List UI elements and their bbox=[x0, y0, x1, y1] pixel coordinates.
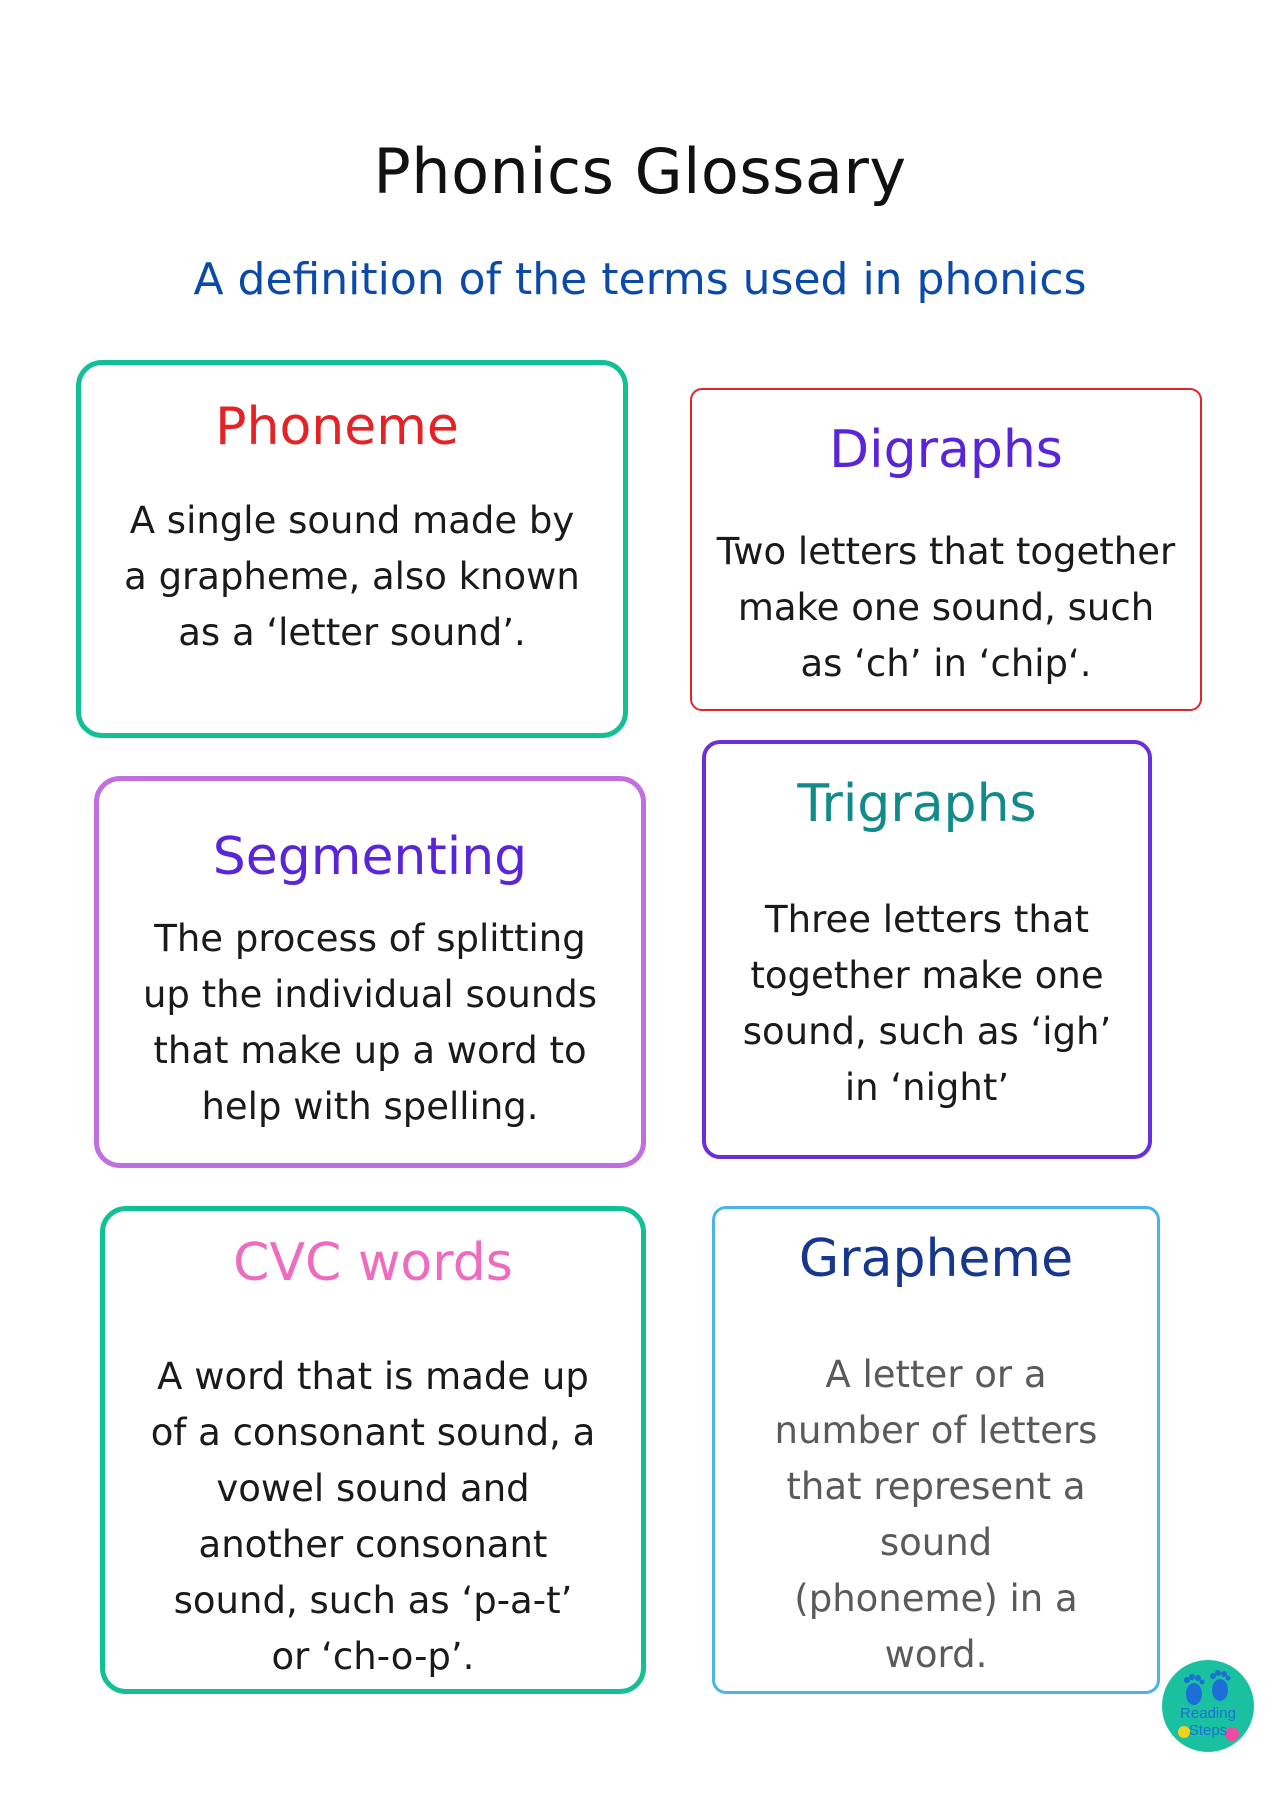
page-subtitle: A definition of the terms used in phonics bbox=[193, 254, 1087, 305]
card-definition: A letter or a number of letters that represent a sound (phoneme) in a word. bbox=[774, 1353, 1098, 1676]
card-term: Segmenting bbox=[212, 827, 528, 887]
card-definition: Two letters that together make one sound, such as ‘ch’ in ‘chip‘. bbox=[716, 530, 1176, 685]
glossary-card-cvc-words bbox=[100, 1206, 646, 1694]
card-definition: Three letters that together make one sound, such as ‘igh’ in ‘night’ bbox=[742, 898, 1112, 1109]
card-definition: A single sound made by a grapheme, also known as a ‘letter sound’. bbox=[124, 499, 580, 654]
card-term: Trigraphs bbox=[797, 774, 1037, 834]
card-term: Grapheme bbox=[798, 1229, 1074, 1289]
page-title: Phonics Glossary bbox=[373, 135, 907, 208]
logo-text-line1: Reading bbox=[1180, 1705, 1236, 1722]
glossary-card-grapheme bbox=[712, 1206, 1160, 1694]
card-definition: The process of splitting up the individual sounds that make up a word to help with spelling. bbox=[142, 917, 598, 1128]
logo-text-line2: Steps bbox=[1188, 1722, 1228, 1739]
card-term: Digraphs bbox=[829, 420, 1063, 480]
glossary-card-segmenting bbox=[94, 776, 646, 1168]
reading-steps-logo bbox=[1162, 1660, 1254, 1752]
glossary-card-phoneme bbox=[76, 360, 628, 738]
card-term: CVC words bbox=[233, 1233, 513, 1293]
glossary-card-digraphs bbox=[690, 388, 1202, 711]
card-definition: A word that is made up of a consonant sound, a vowel sound and another consonant sound, such as ‘p-a-t’ or ‘ch-o-p’. bbox=[150, 1355, 596, 1678]
card-term: Phoneme bbox=[215, 397, 459, 457]
glossary-card-trigraphs bbox=[702, 740, 1152, 1159]
